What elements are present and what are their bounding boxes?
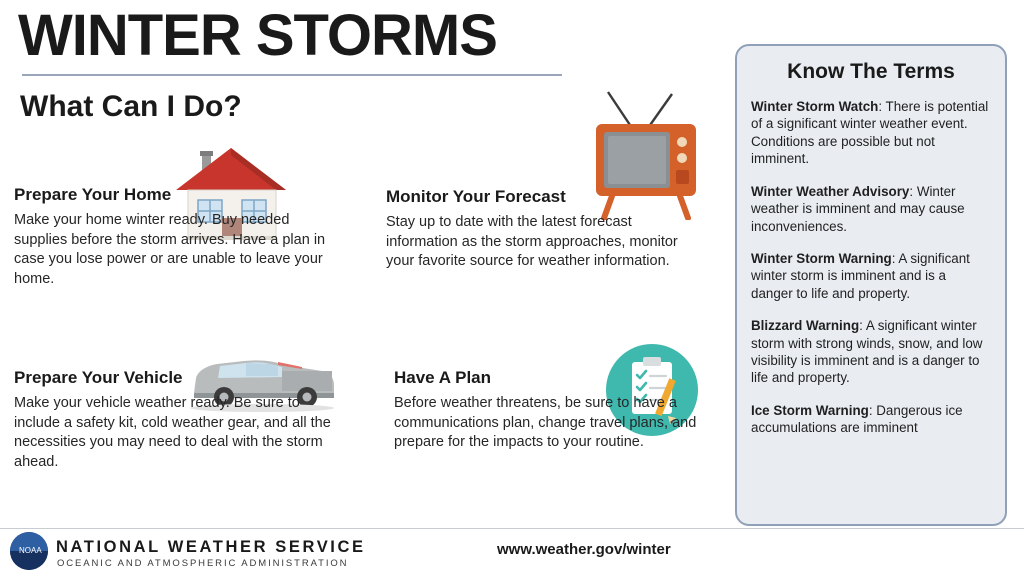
- footer-divider: [0, 528, 1024, 529]
- section-prepare-vehicle: [14, 368, 344, 472]
- title-divider: [22, 74, 562, 76]
- term-entry: [751, 250, 991, 302]
- website-link[interactable]: www.weather.gov/winter: [497, 541, 671, 558]
- noaa-logo-icon: [10, 532, 48, 570]
- section-body: Make your home winter ready. Buy needed supplies before the storm arrives. Have a plan in case you lose power or are unable to leave your home.: [14, 212, 326, 287]
- section-body: Before weather threatens, be sure to have a communications plan, change travel plans, and prepare for the impacts to your routine.: [394, 395, 697, 451]
- section-heading: Have A Plan: [394, 368, 492, 387]
- term-entry: [751, 402, 991, 437]
- term-definition: : A significant winter storm with strong winds, snow, and low visibility is imminent and is a danger to life and property.: [751, 318, 983, 386]
- section-heading: Monitor Your Forecast: [386, 187, 566, 206]
- term-entry: [751, 98, 991, 168]
- know-the-terms-panel: [735, 44, 1007, 526]
- section-monitor-forecast: [386, 187, 706, 272]
- section-body: Stay up to date with the latest forecast information as the storm approaches, monitor your favorite source for weather information.: [386, 214, 678, 270]
- term-entry: [751, 183, 991, 235]
- page-title: WINTER STORMS: [18, 3, 497, 68]
- term-name: Winter Storm Warning: [751, 250, 892, 266]
- page-subtitle: What Can I Do?: [20, 90, 242, 123]
- term-definition: : A significant winter storm is imminent and is a danger to life and property.: [751, 250, 970, 301]
- term-name: Winter Storm Watch: [751, 99, 879, 114]
- term-definition: : Winter weather is imminent and may cause inconveniences.: [751, 183, 965, 234]
- agency-name: NATIONAL WEATHER SERVICE: [56, 538, 366, 556]
- term-name: Ice Storm Warning: [751, 402, 869, 418]
- section-heading: Prepare Your Vehicle: [14, 368, 183, 387]
- agency-subtitle: OCEANIC AND ATMOSPHERIC ADMINISTRATION: [57, 558, 349, 569]
- section-heading: Prepare Your Home: [14, 185, 172, 204]
- logo-text: NOAA: [19, 546, 42, 555]
- term-definition: : There is potential of a significant winter weather event. Conditions are possible but not imminent.: [751, 99, 989, 167]
- term-name: Winter Weather Advisory: [751, 183, 910, 199]
- term-name: Blizzard Warning: [751, 318, 860, 334]
- term-definition: : Dangerous ice accumulations are imminent: [751, 402, 963, 436]
- section-prepare-home: [14, 185, 344, 289]
- term-entry: [751, 317, 991, 387]
- section-have-a-plan: [394, 368, 704, 453]
- terms-panel-title: Know The Terms: [787, 60, 955, 83]
- section-body: Make your vehicle weather ready. Be sure to include a safety kit, cold weather gear, and all the necessities you may need to deal with the storm ahead.: [14, 395, 331, 470]
